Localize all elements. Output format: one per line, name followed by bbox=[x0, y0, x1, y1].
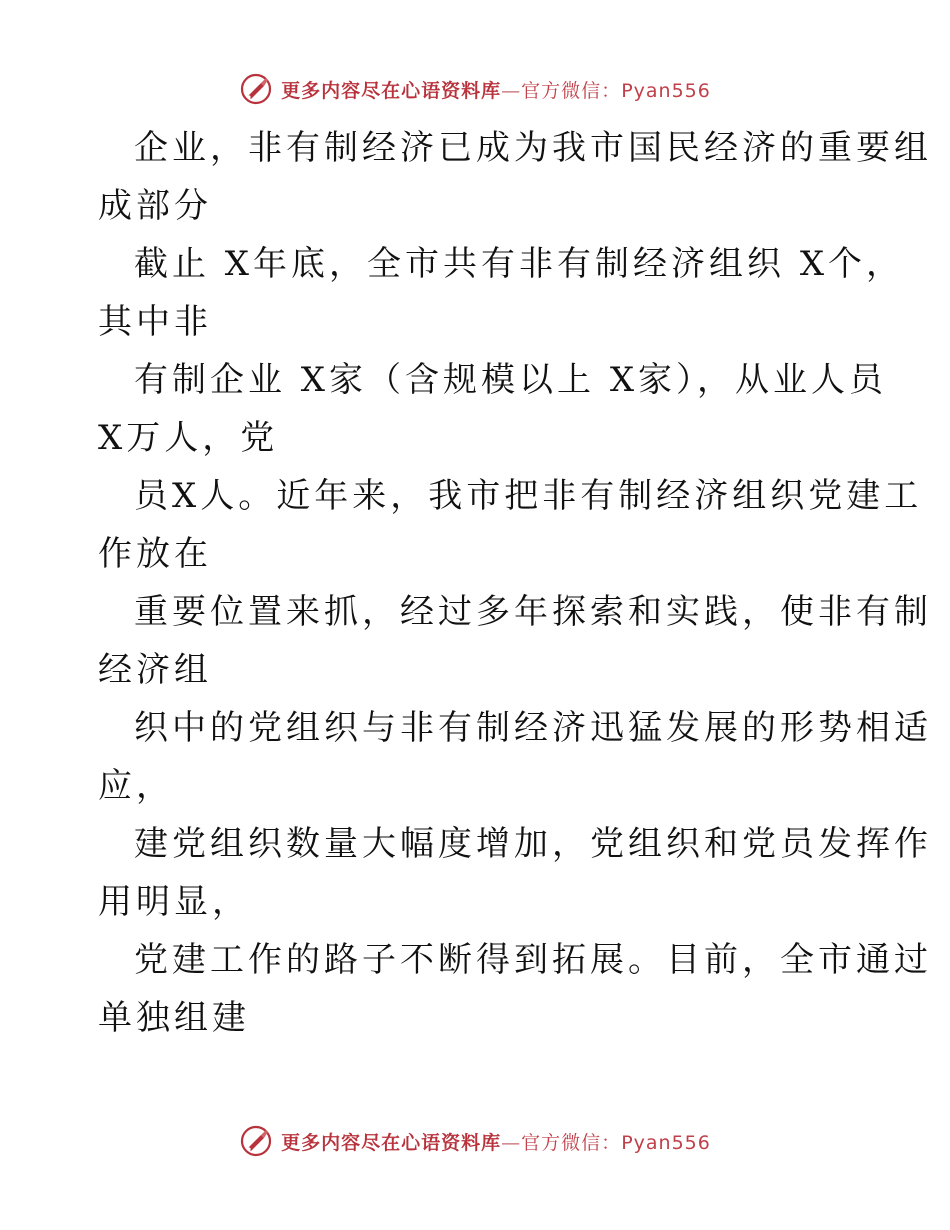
watermark-main: 更多内容尽在心语资料库 bbox=[281, 1131, 502, 1154]
watermark-official: 官方微信： bbox=[521, 79, 622, 102]
text-line: 单独组建 bbox=[98, 998, 250, 1038]
text-line: 经济组 bbox=[98, 650, 212, 690]
text-line: X万人，党 bbox=[98, 418, 279, 458]
text-line: 建党组织数量大幅度增加，党组织和党员发挥作 bbox=[134, 824, 932, 864]
watermark-main: 更多内容尽在心语资料库 bbox=[281, 79, 502, 102]
pen-logo-icon bbox=[239, 1124, 273, 1158]
text-line: 有制企业 X家（含规模以上 X家），从业人员 bbox=[134, 360, 888, 400]
watermark-text bbox=[281, 1128, 711, 1155]
watermark-official: 官方微信： bbox=[521, 1131, 622, 1154]
page-footer-watermark bbox=[0, 1124, 950, 1158]
text-line: 用明显， bbox=[98, 882, 250, 922]
text-line: 企业，非有制经济已成为我市国民经济的重要组 bbox=[134, 128, 932, 168]
text-line: 成部分 bbox=[98, 186, 212, 226]
watermark-separator: — bbox=[501, 1131, 522, 1154]
watermark-separator: — bbox=[501, 79, 522, 102]
watermark-id: Pyan556 bbox=[621, 1131, 711, 1154]
text-line: 作放在 bbox=[98, 534, 212, 574]
text-line: 员X人。近年来，我市把非有制经济组织党建工 bbox=[134, 476, 923, 516]
watermark-id: Pyan556 bbox=[621, 79, 711, 102]
text-line: 党建工作的路子不断得到拓展。目前，全市通过 bbox=[134, 940, 932, 980]
text-line: 截止 X年底，全市共有非有制经济组织 X个， bbox=[134, 244, 905, 284]
text-line: 其中非 bbox=[98, 302, 212, 342]
text-line: 重要位置来抓，经过多年探索和实践，使非有制 bbox=[134, 592, 932, 632]
text-line: 织中的党组织与非有制经济迅猛发展的形势相适 bbox=[134, 708, 932, 748]
text-line: 应， bbox=[98, 766, 174, 806]
